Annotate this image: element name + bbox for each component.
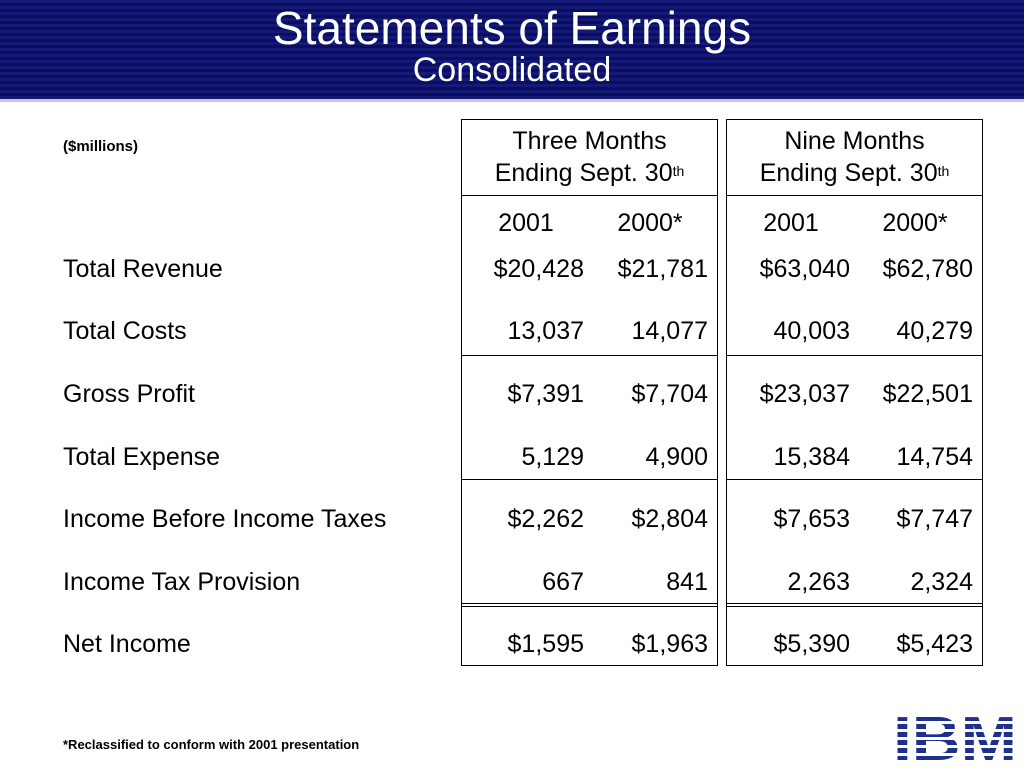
table-cell: $21,781 <box>617 255 708 283</box>
table-cell: $2,804 <box>631 505 708 533</box>
three-months-line2: Ending Sept. 30th <box>494 159 685 187</box>
table-cell: $62,780 <box>882 255 973 283</box>
year-header: 2000* <box>617 209 683 237</box>
table-cell: $1,963 <box>631 630 708 658</box>
expense-divider-left <box>461 479 718 480</box>
title-banner <box>0 0 1024 102</box>
year-header: 2001 <box>498 209 554 237</box>
row-label: Income Before Income Taxes <box>63 505 387 533</box>
table-cell: $22,501 <box>882 380 973 408</box>
table-cell: $7,704 <box>631 380 708 408</box>
table-cell: 2,263 <box>787 568 850 596</box>
year-header: 2000* <box>882 209 948 237</box>
row-label: Total Revenue <box>63 255 223 283</box>
page-title: Statements of Earnings <box>272 2 752 54</box>
table-cell: 2,324 <box>910 568 973 596</box>
table-cell: 841 <box>666 568 708 596</box>
expense-divider-right <box>726 479 983 480</box>
table-cell: $20,428 <box>493 255 584 283</box>
row-label: Gross Profit <box>63 380 195 408</box>
table-cell: 14,754 <box>896 443 973 471</box>
table-cell: 14,077 <box>631 317 708 345</box>
row-label: Net Income <box>63 630 191 658</box>
table-cell: $2,262 <box>507 505 584 533</box>
table-cell: 40,003 <box>773 317 850 345</box>
row-label: Income Tax Provision <box>63 568 301 596</box>
table-cell: $5,390 <box>773 630 850 658</box>
tax-double-divider-left <box>461 603 718 607</box>
row-label: Total Costs <box>63 317 187 345</box>
page-subtitle: Consolidated <box>412 51 612 89</box>
nine-months-line2: Ending Sept. 30th <box>759 159 950 187</box>
table-cell: 40,279 <box>896 317 973 345</box>
table-cell: 13,037 <box>507 317 584 345</box>
table-cell: $7,391 <box>507 380 584 408</box>
nine-months-line1: Nine Months <box>784 127 925 155</box>
table-cell: $7,747 <box>896 505 973 533</box>
tax-double-divider-right <box>726 603 983 607</box>
footnote: *Reclassified to conform with 2001 presentation <box>63 737 360 752</box>
table-cell: 5,129 <box>521 443 584 471</box>
year-header: 2001 <box>763 209 819 237</box>
header-divider-left <box>461 195 718 196</box>
three-months-line1: Three Months <box>512 127 667 155</box>
table-cell: $7,653 <box>773 505 850 533</box>
table-cell: 4,900 <box>645 443 708 471</box>
nine-months-header <box>726 125 983 189</box>
header-divider-right <box>726 195 983 196</box>
row-label: Total Expense <box>63 443 221 471</box>
table-cell: 15,384 <box>773 443 850 471</box>
three-months-header <box>461 125 718 189</box>
units-label: ($millions) <box>63 138 139 155</box>
table-cell: $5,423 <box>896 630 973 658</box>
table-cell: $23,037 <box>759 380 850 408</box>
table-cell: $63,040 <box>759 255 850 283</box>
table-cell: 667 <box>542 568 584 596</box>
table-cell: $1,595 <box>507 630 584 658</box>
costs-divider-left <box>461 355 718 356</box>
costs-divider-right <box>726 355 983 356</box>
ibm-logo <box>890 708 1020 769</box>
